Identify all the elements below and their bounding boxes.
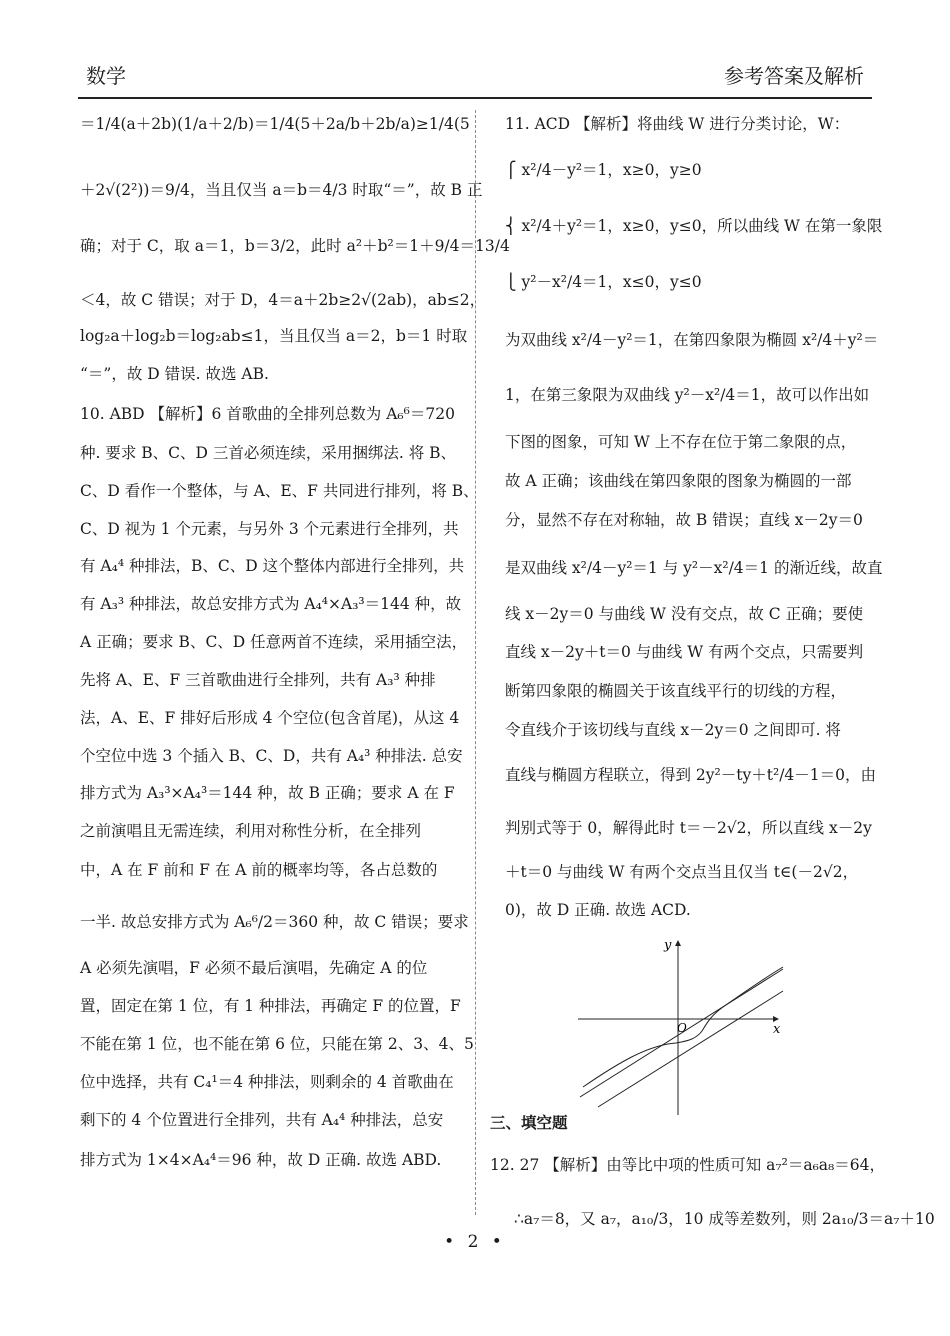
header-rule: [78, 97, 872, 99]
curve-figure: [578, 935, 788, 1115]
text-line: 一半. 故总安排方式为 A₆⁶/2＝360 种，故 C 错误；要求: [80, 913, 469, 931]
text-line: 故 A 正确；该曲线在第四象限的图象为椭圆的一部: [505, 472, 852, 490]
text-line: 中，A 在 F 前和 F 在 A 前的概率均等，各占总数的: [80, 861, 438, 879]
text-line: 令直线介于该切线与直线 x－2y＝0 之间即可. 将: [505, 721, 841, 739]
text-line: 不能在第 1 位，也不能在第 6 位，只能在第 2、3、4、5: [80, 1035, 474, 1053]
text-line: 判别式等于 0，解得此时 t＝－2√2，所以直线 x－2y: [505, 819, 872, 837]
text-line: 位中选择，共有 C₄¹＝4 种排法，则剩余的 4 首歌曲在: [80, 1073, 454, 1091]
text-line: 法，A、E、F 排好后形成 4 个空位(包含首尾)，从这 4: [80, 709, 460, 727]
origin-label: O: [677, 1021, 687, 1035]
text-line: 剩下的 4 个位置进行全排列，共有 A₄⁴ 种排法，总安: [80, 1111, 444, 1129]
text-line: A 正确；要求 B、C、D 任意两首不连续，采用插空法，: [80, 633, 468, 651]
text-line: 先将 A、E、F 三首歌曲进行全排列，共有 A₃³ 种排: [80, 671, 436, 689]
text-line: 断第四象限的椭圆关于该直线平行的切线的方程，: [505, 682, 847, 700]
text-line: 10. ABD 【解析】6 首歌曲的全排列总数为 A₆⁶＝720: [80, 405, 455, 423]
text-line: 直线 x－2y＋t＝0 与曲线 W 有两个交点，只需要判: [505, 643, 864, 661]
text-line: 有 A₄⁴ 种排法，B、C、D 这个整体内部进行全排列，共: [80, 557, 465, 575]
text-line: C、D 看作一个整体，与 A、E、F 共同进行排列，将 B、: [80, 482, 479, 500]
text-line: 0)，故 D 正确. 故选 ACD.: [505, 901, 691, 919]
text-line: 线 x－2y＝0 与曲线 W 没有交点，故 C 正确；要使: [505, 605, 864, 623]
text-line: ⎩ y²－x²/4＝1，x≤0，y≤0: [505, 273, 702, 291]
text-line: C、D 视为 1 个元素，与另外 3 个元素进行全排列，共: [80, 520, 459, 538]
section-title: 参考答案及解析: [724, 64, 864, 88]
column-divider: [475, 110, 476, 1215]
text-line: ⎧ x²/4－y²＝1，x≥0，y≥0: [505, 161, 702, 179]
text-line: 为双曲线 x²/4－y²＝1，在第四象限为椭圆 x²/4＋y²＝: [505, 331, 879, 349]
text-line: log₂a＋log₂b＝log₂ab≤1，当且仅当 a＝2，b＝1 时取: [80, 327, 468, 345]
text-line: 之前演唱且无需连续，利用对称性分析，在全排列: [80, 822, 422, 840]
text-line: 排方式为 1×4×A₄⁴＝96 种，故 D 正确. 故选 ABD.: [80, 1151, 442, 1169]
text-line: 直线与椭圆方程联立，得到 2y²－ty＋t²/4－1＝0，由: [505, 766, 876, 784]
section3-title: 三、填空题: [490, 1113, 568, 1132]
text-line: 排方式为 A₃³×A₄³＝144 种，故 B 正确；要求 A 在 F: [80, 784, 455, 802]
text-line: 是双曲线 x²/4－y²＝1 与 y²－x²/4＝1 的渐近线，故直: [505, 559, 883, 577]
text-line: ＋2√(2²))＝9/4，当且仅当 a＝b＝4/3 时取“＝”，故 B 正: [80, 181, 483, 199]
text-line: A 必须先演唱，F 必须不最后演唱，先确定 A 的位: [80, 959, 428, 977]
text-line: 确；对于 C，取 a＝1，b＝3/2，此时 a²＋b²＝1＋9/4＝13/4: [80, 237, 510, 255]
page-number: • 2 •: [444, 1232, 506, 1252]
y-axis-label: y: [664, 938, 672, 953]
x-axis-label: x: [773, 1022, 781, 1037]
text-line: 12. 27 【解析】由等比中项的性质可知 a₇²＝a₆a₈＝64，: [490, 1156, 885, 1174]
text-line: 种. 要求 B、C、D 三首必须连续，采用捆绑法. 将 B、: [80, 444, 457, 462]
text-line: 1，在第三象限为双曲线 y²－x²/4＝1，故可以作出如: [505, 386, 870, 404]
text-line: ∴a₇＝8，又 a₇，a₁₀/3，10 成等差数列，则 2a₁₀/3＝a₇＋10: [514, 1210, 935, 1228]
subject-title: 数学: [86, 64, 126, 88]
text-line: 个空位中选 3 个插入 B、C、D，共有 A₄³ 种排法. 总安: [80, 747, 463, 765]
text-line: 分，显然不存在对称轴，故 B 错误；直线 x－2y＝0: [505, 511, 863, 529]
parallel-line: [598, 991, 783, 1107]
text-line: ＋t＝0 与曲线 W 有两个交点当且仅当 t∈(－2√2，: [505, 863, 859, 881]
text-line: ＜4，故 C 错误；对于 D，4＝a＋2b≥2√(2ab)，ab≤2，: [80, 291, 486, 309]
text-line: 有 A₃³ 种排法，故总安排方式为 A₄⁴×A₃³＝144 种，故: [80, 595, 462, 613]
text-line: 下图的图象，可知 W 上不存在位于第二象限的点，: [505, 433, 857, 451]
text-line: 11. ACD 【解析】将曲线 W 进行分类讨论，W：: [505, 115, 850, 133]
asymptote-line: [580, 969, 783, 1097]
text-line: ＝1/4(a＋2b)(1/a＋2/b)＝1/4(5＋2a/b＋2b/a)≥1/4(5: [80, 115, 470, 133]
text-line: ⎨ x²/4＋y²＝1，x≥0，y≤0，所以曲线 W 在第一象限: [505, 217, 883, 235]
text-line: 置，固定在第 1 位，有 1 种排法，再确定 F 的位置，F: [80, 997, 461, 1015]
text-line: “＝”，故 D 错误. 故选 AB.: [80, 365, 269, 383]
